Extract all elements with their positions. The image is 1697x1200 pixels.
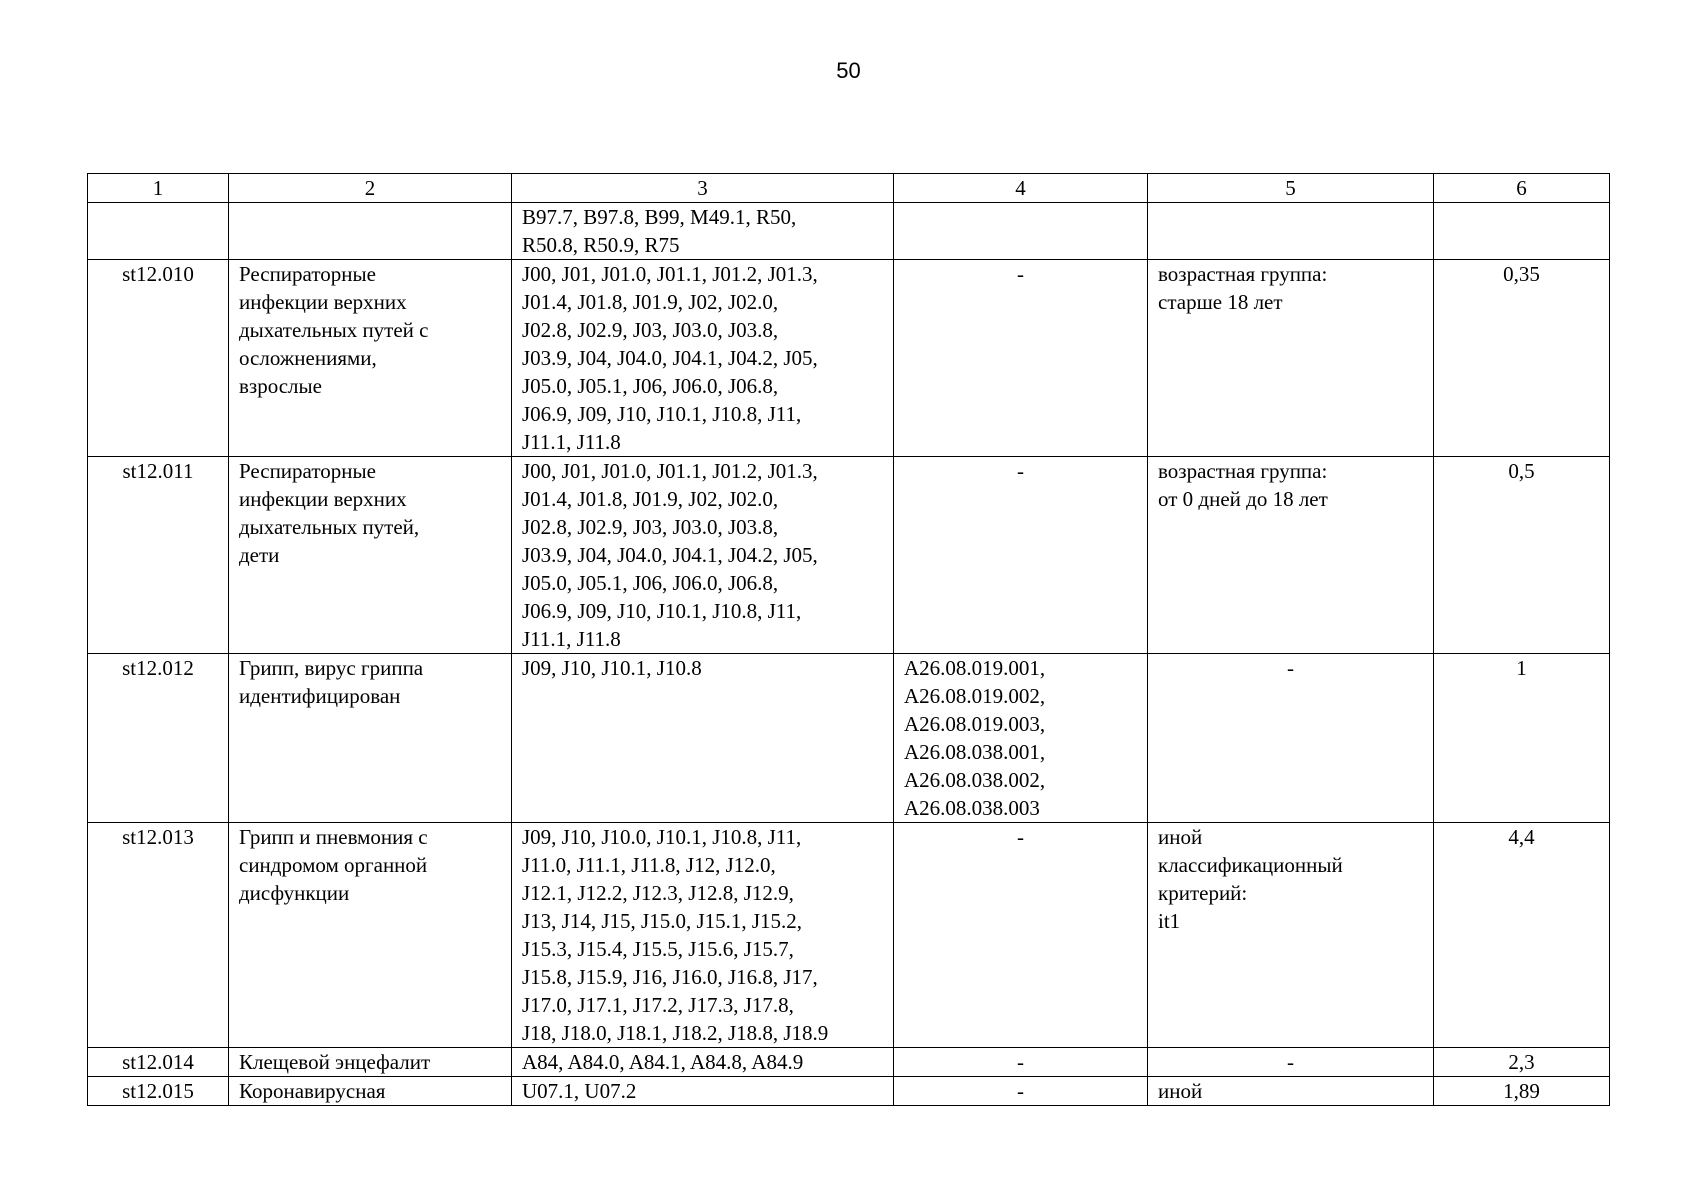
coefficient-cell: 0,5 [1434,457,1610,654]
code-cell [88,203,229,260]
table-header-row [88,174,1610,203]
table-row [88,260,1610,457]
coefficient-cell: 1,89 [1434,1077,1610,1106]
code-cell: st12.014 [88,1048,229,1077]
header-cell: 6 [1434,174,1610,203]
diagnoses-cell: U07.1, U07.2 [512,1077,894,1106]
coefficient-cell: 0,35 [1434,260,1610,457]
header-cell: 3 [512,174,894,203]
table-row [88,1048,1610,1077]
criteria-cell: - [1148,654,1434,823]
header-cell: 4 [894,174,1148,203]
name-cell: Респираторные инфекции верхних дыхательных путей, дети [229,457,512,654]
coefficient-cell: 1 [1434,654,1610,823]
header-cell: 5 [1148,174,1434,203]
name-cell [229,203,512,260]
services-cell: - [894,1048,1148,1077]
criteria-cell [1148,203,1434,260]
services-cell [894,203,1148,260]
criteria-cell: иной классификационный критерий: it1 [1148,823,1434,1048]
table-row [88,654,1610,823]
name-cell: Грипп и пневмония с синдромом органной дисфункции [229,823,512,1048]
name-cell: Клещевой энцефалит [229,1048,512,1077]
diagnoses-cell: J00, J01, J01.0, J01.1, J01.2, J01.3, J01.4, J01.8, J01.9, J02, J02.0, J02.8, J02.9, J03, J03.0, J03.8, J03.9, J04, J04.0, J04.1, J04.2, J05, J05.0, J05.1, J06, J06.0, J06.8, J06.9, J09, J10, J10.1, J10.8, J11, J11.1, J11.8 [512,457,894,654]
code-cell: st12.010 [88,260,229,457]
page-number: 50 [836,58,861,83]
services-cell: - [894,1077,1148,1106]
coefficient-cell: 2,3 [1434,1048,1610,1077]
ksg-table [87,173,1610,1106]
diagnoses-cell: B97.7, B97.8, B99, M49.1, R50, R50.8, R50.9, R75 [512,203,894,260]
diagnoses-cell: A84, A84.0, A84.1, A84.8, A84.9 [512,1048,894,1077]
diagnoses-cell: J09, J10, J10.0, J10.1, J10.8, J11, J11.0, J11.1, J11.8, J12, J12.0, J12.1, J12.2, J12.3, J12.8, J12.9, J13, J14, J15, J15.0, J15.1, J15.2, J15.3, J15.4, J15.5, J15.6, J15.7, J15.8, J15.9, J16, J16.0, J16.8, J17, J17.0, J17.1, J17.2, J17.3, J17.8, J18, J18.0, J18.1, J18.2, J18.8, J18.9 [512,823,894,1048]
name-cell: Грипп, вирус гриппа идентифицирован [229,654,512,823]
header-cell: 1 [88,174,229,203]
code-cell: st12.013 [88,823,229,1048]
diagnoses-cell: J00, J01, J01.0, J01.1, J01.2, J01.3, J01.4, J01.8, J01.9, J02, J02.0, J02.8, J02.9, J03, J03.0, J03.8, J03.9, J04, J04.0, J04.1, J04.2, J05, J05.0, J05.1, J06, J06.0, J06.8, J06.9, J09, J10, J10.1, J10.8, J11, J11.1, J11.8 [512,260,894,457]
code-cell: st12.015 [88,1077,229,1106]
criteria-cell: возрастная группа: старше 18 лет [1148,260,1434,457]
coefficient-cell [1434,203,1610,260]
coefficient-cell: 4,4 [1434,823,1610,1048]
criteria-cell: иной [1148,1077,1434,1106]
table-row [88,823,1610,1048]
code-cell: st12.012 [88,654,229,823]
criteria-cell: - [1148,1048,1434,1077]
services-cell: A26.08.019.001, A26.08.019.002, A26.08.019.003, A26.08.038.001, A26.08.038.002, A26.08.038.003 [894,654,1148,823]
criteria-cell: возрастная группа: от 0 дней до 18 лет [1148,457,1434,654]
table-row [88,1077,1610,1106]
name-cell: Коронавирусная [229,1077,512,1106]
services-cell: - [894,457,1148,654]
header-cell: 2 [229,174,512,203]
table-row [88,457,1610,654]
table-row [88,203,1610,260]
services-cell: - [894,260,1148,457]
diagnoses-cell: J09, J10, J10.1, J10.8 [512,654,894,823]
name-cell: Респираторные инфекции верхних дыхательных путей с осложнениями, взрослые [229,260,512,457]
services-cell: - [894,823,1148,1048]
code-cell: st12.011 [88,457,229,654]
